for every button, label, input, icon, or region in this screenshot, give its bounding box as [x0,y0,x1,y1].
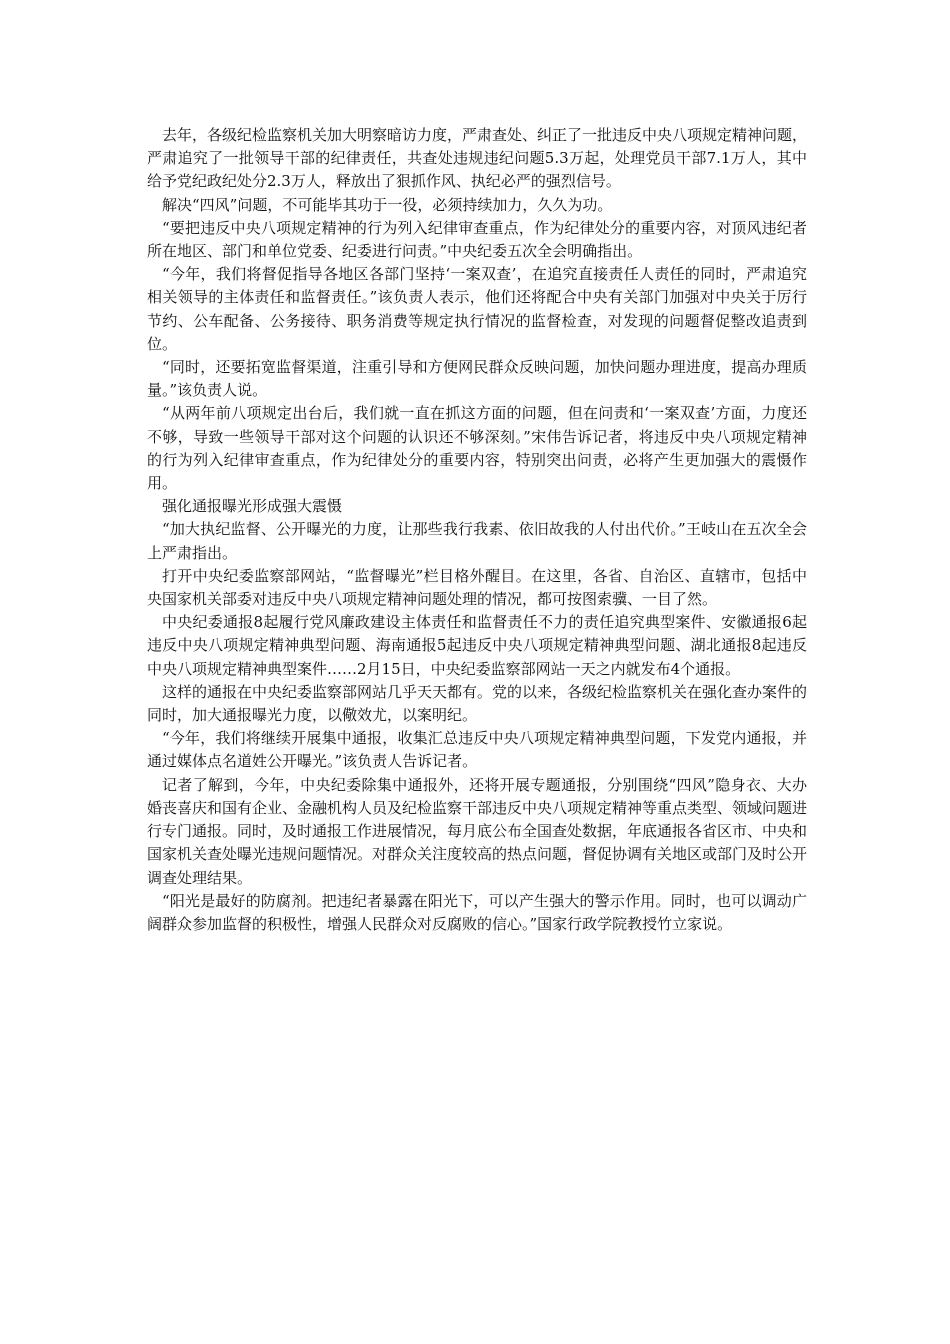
paragraph: 解决“四风”问题，不可能毕其功于一役，必须持续加力，久久为功。 [162,195,613,214]
paragraph: 记者了解到，今年，中央纪委除集中通报外，还将开展专题通报，分别围绕“四风”隐身衣、大办婚丧喜庆和国有企业、金融机构人员及纪检监察干部违反中央八项规定精神等重点类型、领域问题进行专门通报。同时，及时通报工作进展情况，每月底公布全国查处数据，年底通报各省区市、中央和国家机关查处曝光违规问题情况。对群众关注度较高的热点问题，督促协调有关地区或部门及时公开调查处理结果。 [147,775,808,887]
paragraph: “今年，我们将继续开展集中通报，收集汇总违反中央八项规定精神典型问题，下发党内通报，并通过媒体点名道姓公开曝光。”该负责人告诉记者。 [147,729,807,771]
paragraph: “同时，还要拓宽监督渠道，注重引导和方便网民群众反映问题，加快问题办理进度，提高办理质量。”该负责人说。 [147,358,807,400]
paragraph: “要把违反中央八项规定精神的行为列入纪律审查重点，作为纪律处分的重要内容，对顶风违纪者所在地区、部门和单位党委、纪委进行问责。”中央纪委五次全会明确指出。 [147,218,807,261]
paragraph: 打开中央纪委监察部网站，“监督曝光”栏目格外醒目。在这里，各省、自治区、直辖市，包括中央国家机关部委对违反中央八项规定精神问题处理的情况，都可按图索骥、一目了然。 [147,566,807,609]
paragraph: 这样的通报在中央纪委监察部网站几乎天天都有。党的以来，各级纪检监察机关在强化查办案件的同时，加大通报曝光力度，以儆效尤，以案明纪。 [147,682,808,725]
section-heading: 强化通报曝光形成强大震慑 [162,497,343,516]
paragraph: “阳光是最好的防腐剂。把违纪者暴露在阳光下，可以产生强大的警示作用。同时，也可以调动广阔群众参加监督的积极性，增强人民群众对反腐败的信心。”国家行政学院教授竹立家说。 [147,891,807,933]
paragraph: “今年，我们将督促指导各地区各部门坚持‘一案双查’，在追究直接责任人责任的同时，严肃追究相关领导的主体责任和监督责任。”该负责人表示，他们还将配合中央有关部门加强对中央关于厉行节约、公车配备、公务接待、职务消费等规定执行情况的监督检查，对发现的问题督促整改追责到位。 [147,265,807,353]
document-body [147,124,807,936]
paragraph: “加大执纪监督、公开曝光的力度，让那些我行我素、依旧故我的人付出代价。”王岐山在五次全会上严肃指出。 [147,520,807,562]
paragraph: “从两年前八项规定出台后，我们就一直在抓这方面的问题，但在问责和‘一案双查’方面，力度还不够，导致一些领导干部对这个问题的认识还不够深刻。”宋伟告诉记者，将违反中央八项规定精神的行为列入纪律审查重点，作为纪律处分的重要内容，特别突出问责，必将产生更加强大的震慑作用。 [147,404,807,493]
paragraph: 去年，各级纪检监察机关加大明察暗访力度，严肃查处、纠正了一批违反中央八项规定精神问题，严肃追究了一批领导干部的纪律责任，共查处违规违纪问题5.3万起，处理党员干部7.1万人，其中给予党纪政纪处分2.3万人，释放出了狠抓作风、执纪必严的强烈信号。 [147,126,808,191]
paragraph: 中央纪委通报8起履行党风廉政建设主体责任和监督责任不力的责任追究典型案件、安徽通报6起违反中央八项规定精神典型问题、海南通报5起违反中央八项规定精神典型问题、湖北通报8起违反中央八项规定精神典型案件……2月15日，中央纪委监察部网站一天之内就发布4个通报。 [147,613,807,678]
